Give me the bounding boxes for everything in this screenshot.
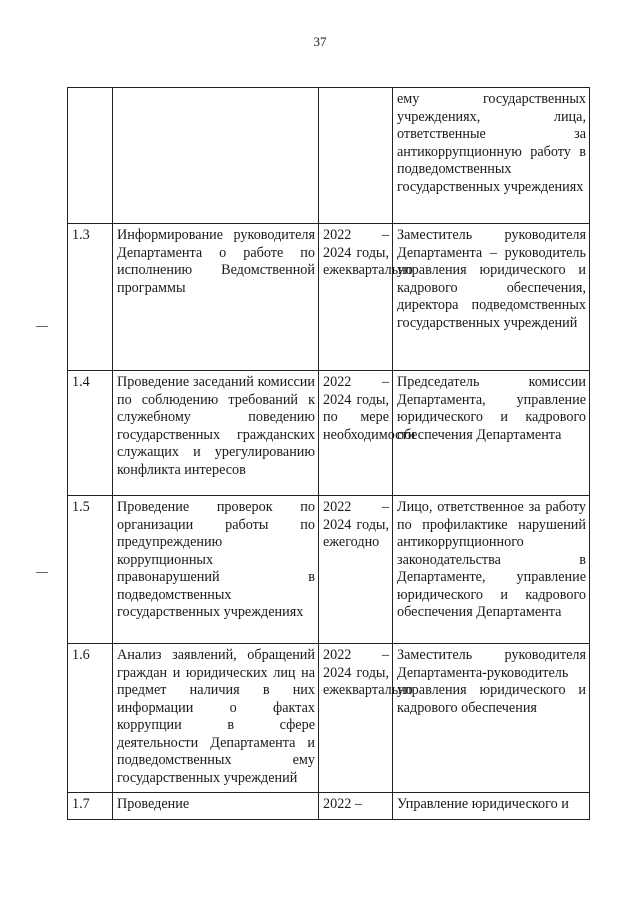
table-row [68,371,590,496]
margin-mark [36,572,48,573]
page-number: 37 [313,34,327,49]
responsible-cell: Лицо, ответственное за работу по профилактике нарушений антикоррупционного законодательства в Департаменте, управление юридического и кадрового обеспечения Департамента [393,496,590,644]
row-number: 1.6 [68,644,113,793]
term-cell: 2022 – 2024 годы, ежеквартально [319,644,393,793]
table-row [68,793,590,820]
margin-mark [36,326,48,327]
term-cell: 2022 – 2024 годы, ежегодно [319,496,393,644]
event-cell: Проведение заседаний комиссии по соблюдению требований к служебному поведению государственных гражданских служащих и урегулированию конфликта интересов [113,371,319,496]
row-number [68,88,113,224]
term-cell: 2022 – [319,793,393,820]
term-cell: 2022 – 2024 годы, ежеквартально [319,224,393,371]
event-cell [113,88,319,224]
table-row [68,224,590,371]
term-cell: 2022 – 2024 годы, по мере необходимости [319,371,393,496]
table-row [68,644,590,793]
row-number: 1.5 [68,496,113,644]
table-row [68,88,590,224]
responsible-cell: Управление юридического и [393,793,590,820]
responsible-cell: Председатель комиссии Департамента, управление юридического и кадрового обеспечения Департамента [393,371,590,496]
event-cell: Информирование руководителя Департамента о работе по исполнению Ведомственной программы [113,224,319,371]
responsible-cell: Заместитель руководителя Департамента – руководитель управления юридического и кадрового обеспечения, директора подведомственных государственных учреждений [393,224,590,371]
row-number: 1.3 [68,224,113,371]
event-cell: Проведение [113,793,319,820]
term-cell [319,88,393,224]
event-cell: Анализ заявлений, обращений граждан и юридических лиц на предмет наличия в них информации о фактах коррупции в сфере деятельности Департамента и подведомственных ему государственных учреждений [113,644,319,793]
table-row [68,496,590,644]
responsible-cell: ему государственных учреждениях, лица, ответственные за антикоррупционную работу в подведомственных государственных учреждениях [393,88,590,224]
row-number: 1.7 [68,793,113,820]
event-cell: Проведение проверок по организации работы по предупреждению коррупционных правонарушений в подведомственных государственных учреждениях [113,496,319,644]
responsible-cell: Заместитель руководителя Департамента-руководитель управления юридического и кадрового обеспечения [393,644,590,793]
row-number: 1.4 [68,371,113,496]
measures-table [67,87,590,820]
